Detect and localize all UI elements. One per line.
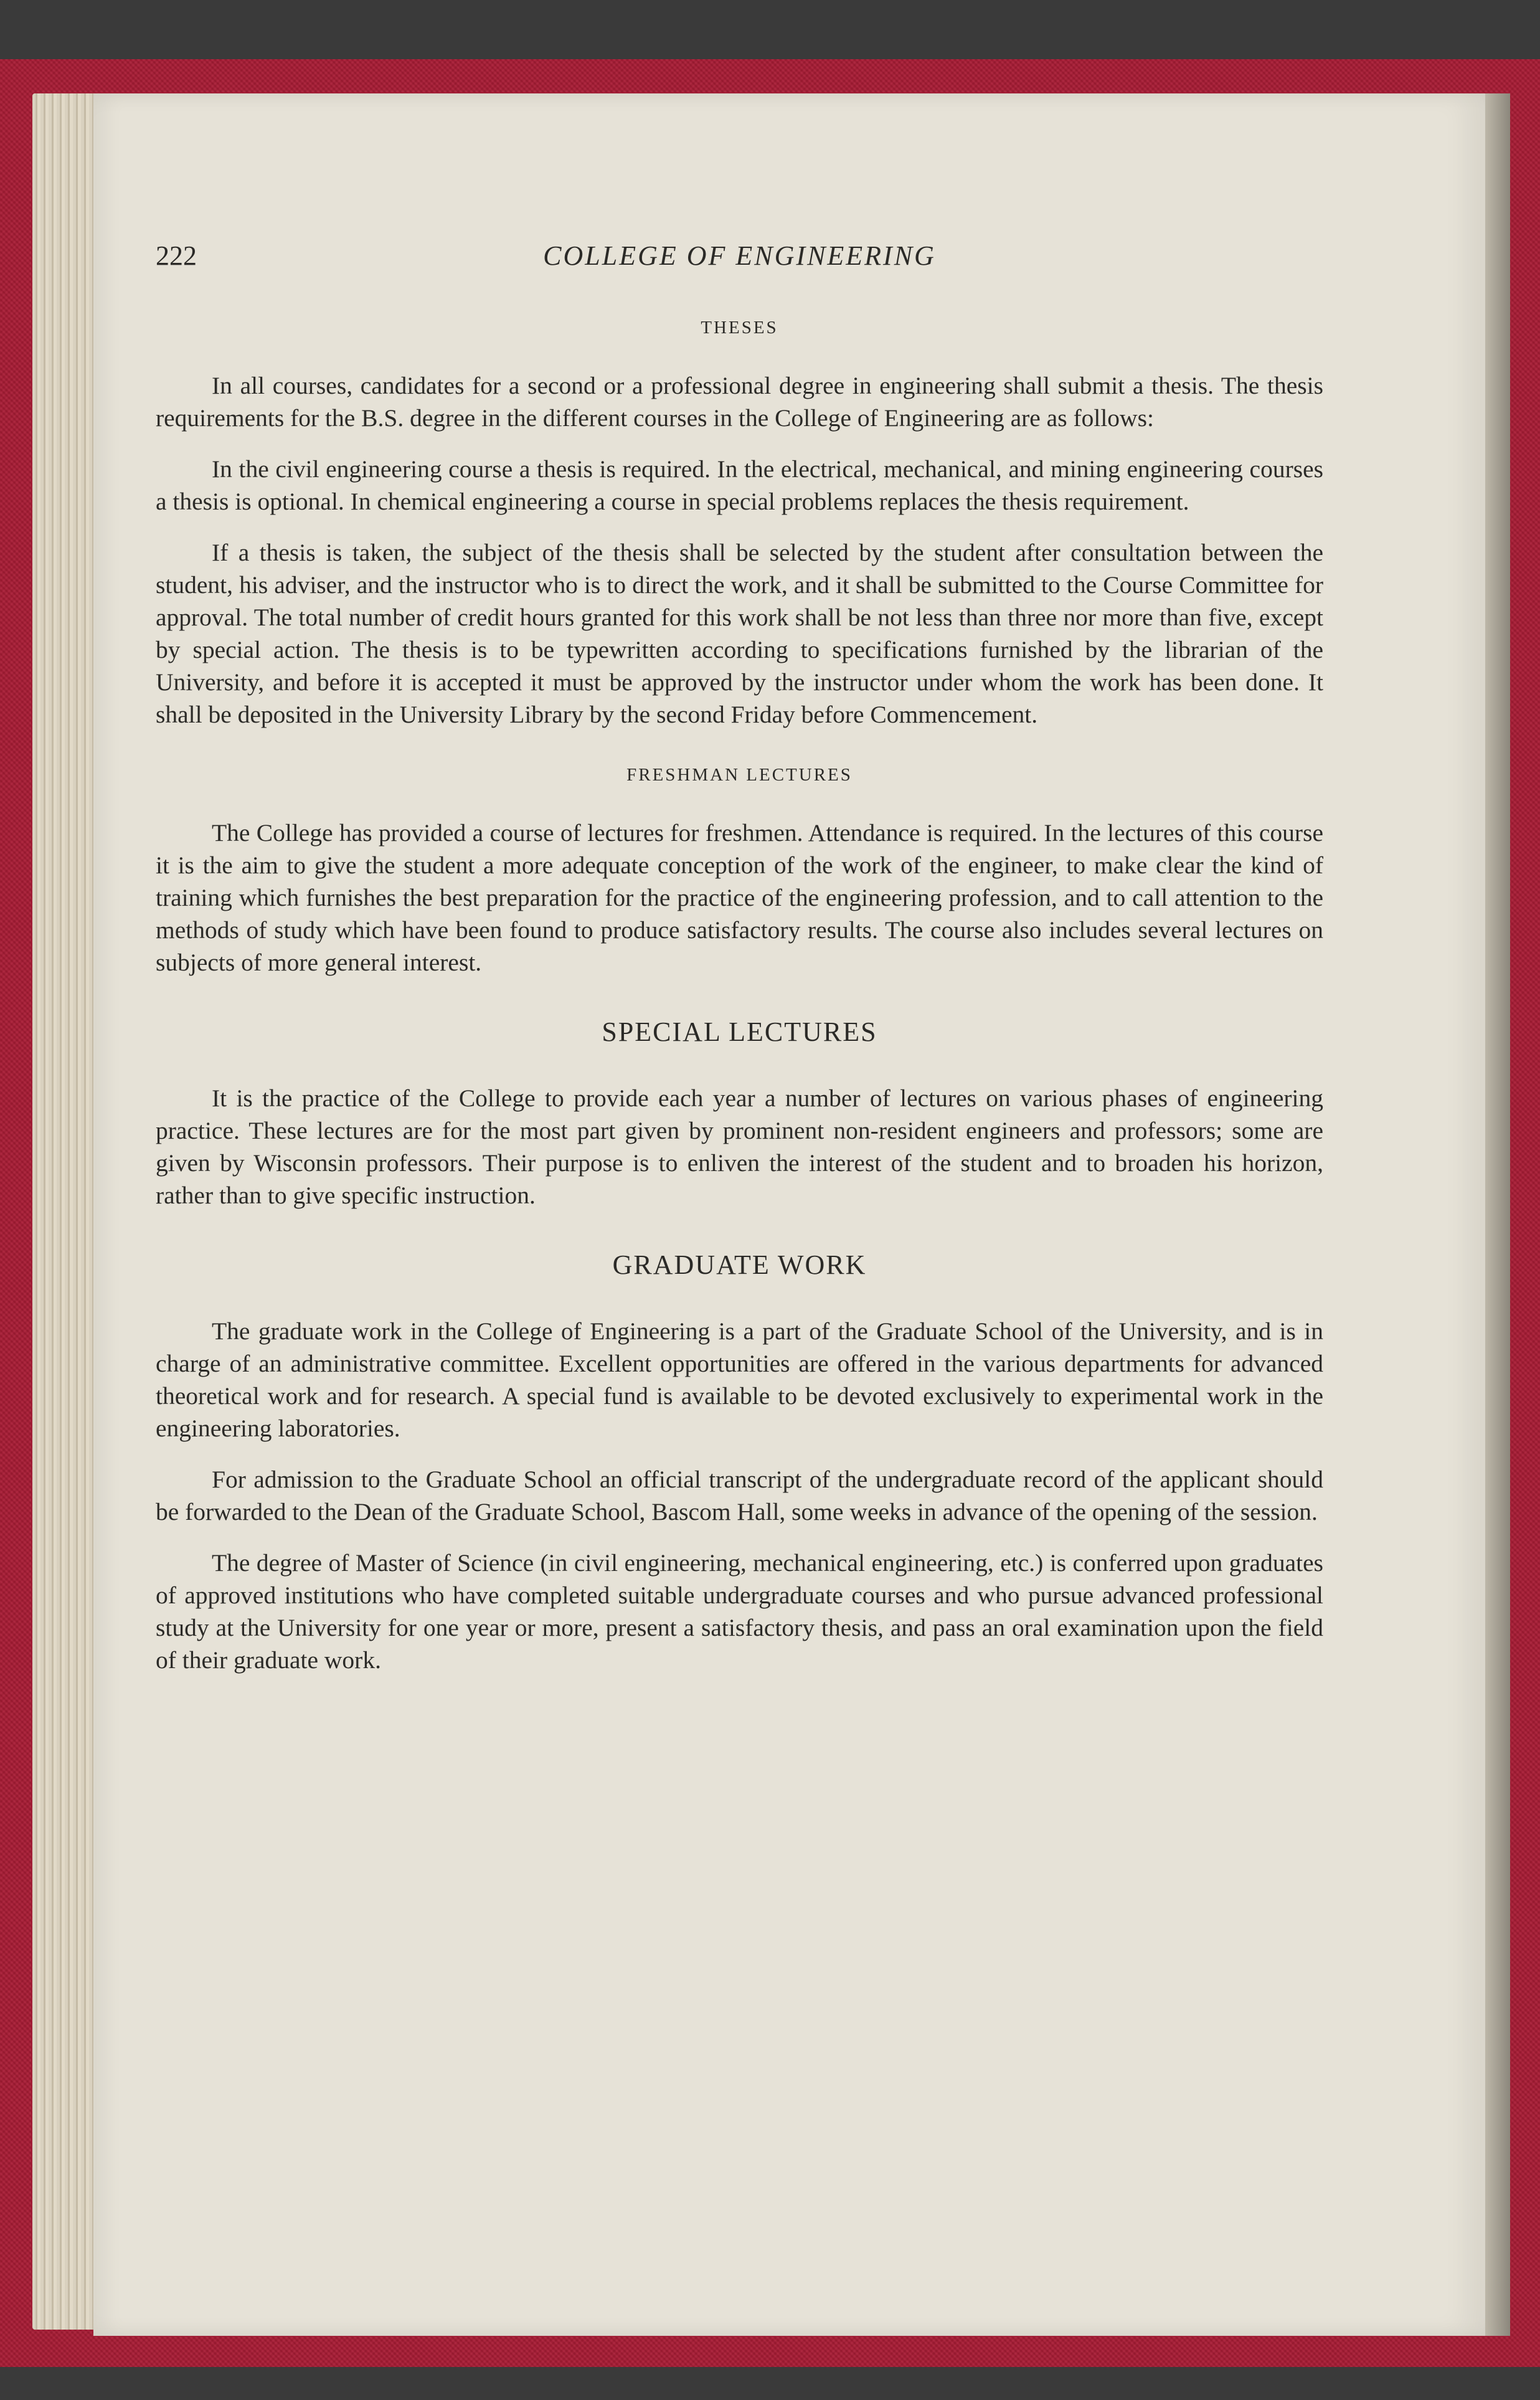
section-heading-freshman-lectures: FRESHMAN LECTURES bbox=[626, 765, 853, 785]
section-heading-special-lectures: SPECIAL LECTURES bbox=[602, 1017, 877, 1047]
paragraph: For admission to the Graduate School an official transcript of the undergraduate record of the applicant should be forwarded to the Dean of the Graduate School, Bascom Hall, some weeks in advance of the opening of the session. bbox=[156, 1466, 1323, 1525]
book-gutter bbox=[1485, 93, 1510, 2336]
paragraph: The degree of Master of Science (in civil engineering, mechanical engineering, etc.) is conferred upon graduates of approved institutions who have completed suitable undergraduate courses and who pursue advanced professional study at the University for one year or more, present a satisfactory thesis, and pass an oral examination upon the field of their graduate work. bbox=[156, 1549, 1323, 1674]
page-content bbox=[156, 240, 1323, 1695]
running-title: COLLEGE OF ENGINEERING bbox=[543, 240, 936, 271]
paragraph: In all courses, candidates for a second or a professional degree in engineering shall submit a thesis. The thesis requirements for the B.S. degree in the different courses in the College of Engineering are as follows: bbox=[156, 372, 1323, 432]
running-head bbox=[156, 240, 1323, 283]
paragraph: If a thesis is taken, the subject of the thesis shall be selected by the student after consultation between the student, his adviser, and the instructor who is to direct the work, and it shall be submitted to the Course Committee for approval. The total number of credit hours granted for this work shall be not less than three nor more than five, except by special action. The thesis is to be typewritten according to specifications furnished by the librarian of the University, and before it is accepted it must be approved by the instructor under whom the work has been done. It shall be deposited in the University Library by the second Friday before Commencement. bbox=[156, 539, 1323, 728]
page-edges bbox=[32, 93, 98, 2330]
paragraph: In the civil engineering course a thesis is required. In the electrical, mechanical, and mining engineering courses a thesis is optional. In chemical engineering a course in special problems replaces the thesis requirement. bbox=[156, 455, 1323, 515]
paragraph: The College has provided a course of lectures for freshmen. Attendance is required. In the lectures of this course it is the aim to give the student a more adequate conception of the work of the engineer, to make clear the kind of training which furnishes the best preparation for the practice of the engineering profession, and to call attention to the methods of study which have been found to produce satisfactory results. The course also includes several lectures on subjects of more general interest. bbox=[156, 819, 1323, 976]
paragraph: It is the practice of the College to provide each year a number of lectures on various phases of engineering practice. These lectures are for the most part given by prominent non-resident engineers and professors; some are given by Wisconsin professors. Their purpose is to enliven the interest of the student and to broaden his horizon, rather than to give specific instruction. bbox=[156, 1084, 1323, 1209]
paragraph: The graduate work in the College of Engineering is a part of the Graduate School of the University, and is in charge of an administrative committee. Excellent opportunities are offered in the various departments for advanced theoretical work and for research. A special fund is available to be devoted exclusively to experimental work in the engineering laboratories. bbox=[156, 1317, 1323, 1442]
section-heading-graduate-work: GRADUATE WORK bbox=[612, 1250, 867, 1280]
section-heading-theses: THESES bbox=[701, 318, 778, 338]
page-number: 222 bbox=[156, 240, 197, 271]
